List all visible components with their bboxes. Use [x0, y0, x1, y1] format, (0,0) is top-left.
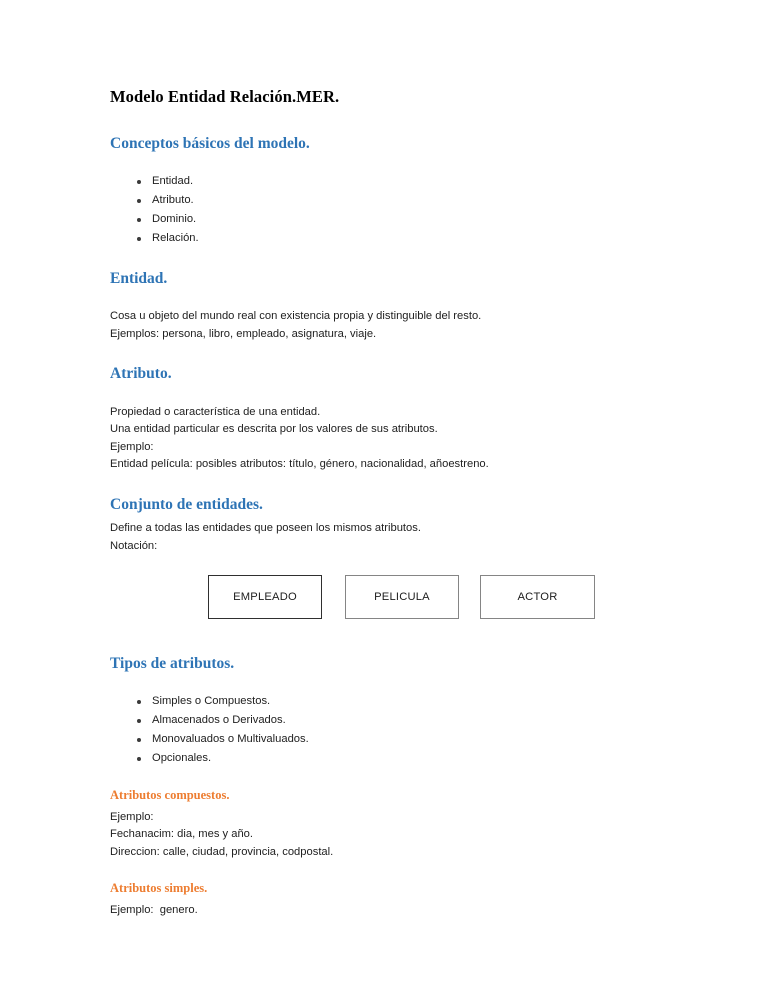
- list-item: Opcionales.: [110, 749, 658, 768]
- entity-box-empleado: [208, 575, 322, 619]
- heading-atributo: Atributo.: [110, 365, 172, 383]
- heading-atributos-simples: Atributos simples.: [110, 881, 208, 896]
- heading-tipos-atributos: Tipos de atributos.: [110, 655, 235, 673]
- entity-box-label: EMPLEADO: [233, 591, 297, 604]
- paragraph-line: Ejemplo:: [110, 440, 154, 453]
- entity-box-label: ACTOR: [517, 591, 558, 604]
- list-item: Dominio.: [110, 210, 658, 229]
- list-conceptos-basicos: [110, 172, 658, 248]
- paragraph-line: Ejemplo:: [110, 810, 154, 823]
- page-title: Modelo Entidad Relación.MER.: [110, 87, 340, 106]
- entity-boxes-diagram: [110, 575, 658, 621]
- paragraph-line: Propiedad o característica de una entidad.: [110, 405, 321, 418]
- paragraph-line: Ejemplo: genero.: [110, 904, 198, 917]
- list-tipos-atributos: [110, 692, 658, 768]
- list-item: Entidad.: [110, 172, 658, 191]
- paragraph-line: Entidad película: posibles atributos: título, género, nacionalidad, añoestreno.: [110, 458, 489, 471]
- paragraph-line: Ejemplos: persona, libro, empleado, asignatura, viaje.: [110, 327, 377, 340]
- heading-conceptos-basicos: Conceptos básicos del modelo.: [110, 134, 310, 152]
- entity-box-label: PELICULA: [374, 591, 430, 604]
- list-item: Atributo.: [110, 191, 658, 210]
- list-item: Simples o Compuestos.: [110, 692, 658, 711]
- paragraph-line: Define a todas las entidades que poseen los mismos atributos.: [110, 522, 421, 535]
- heading-entidad: Entidad.: [110, 269, 168, 287]
- list-item: Almacenados o Derivados.: [110, 711, 658, 730]
- entity-box-actor: [480, 575, 595, 619]
- paragraph-line: Una entidad particular es descrita por los valores de sus atributos.: [110, 423, 438, 436]
- paragraph-line: Notación:: [110, 539, 158, 552]
- list-item: Relación.: [110, 229, 658, 248]
- paragraph-line: Cosa u objeto del mundo real con existencia propia y distinguible del resto.: [110, 310, 482, 323]
- paragraph-line: Fechanacim: dia, mes y año.: [110, 828, 254, 841]
- paragraph-line: Direccion: calle, ciudad, provincia, codpostal.: [110, 845, 334, 858]
- list-item: Monovaluados o Multivaluados.: [110, 730, 658, 749]
- entity-box-pelicula: [345, 575, 459, 619]
- heading-conjunto-entidades: Conjunto de entidades.: [110, 495, 263, 513]
- heading-atributos-compuestos: Atributos compuestos.: [110, 787, 230, 802]
